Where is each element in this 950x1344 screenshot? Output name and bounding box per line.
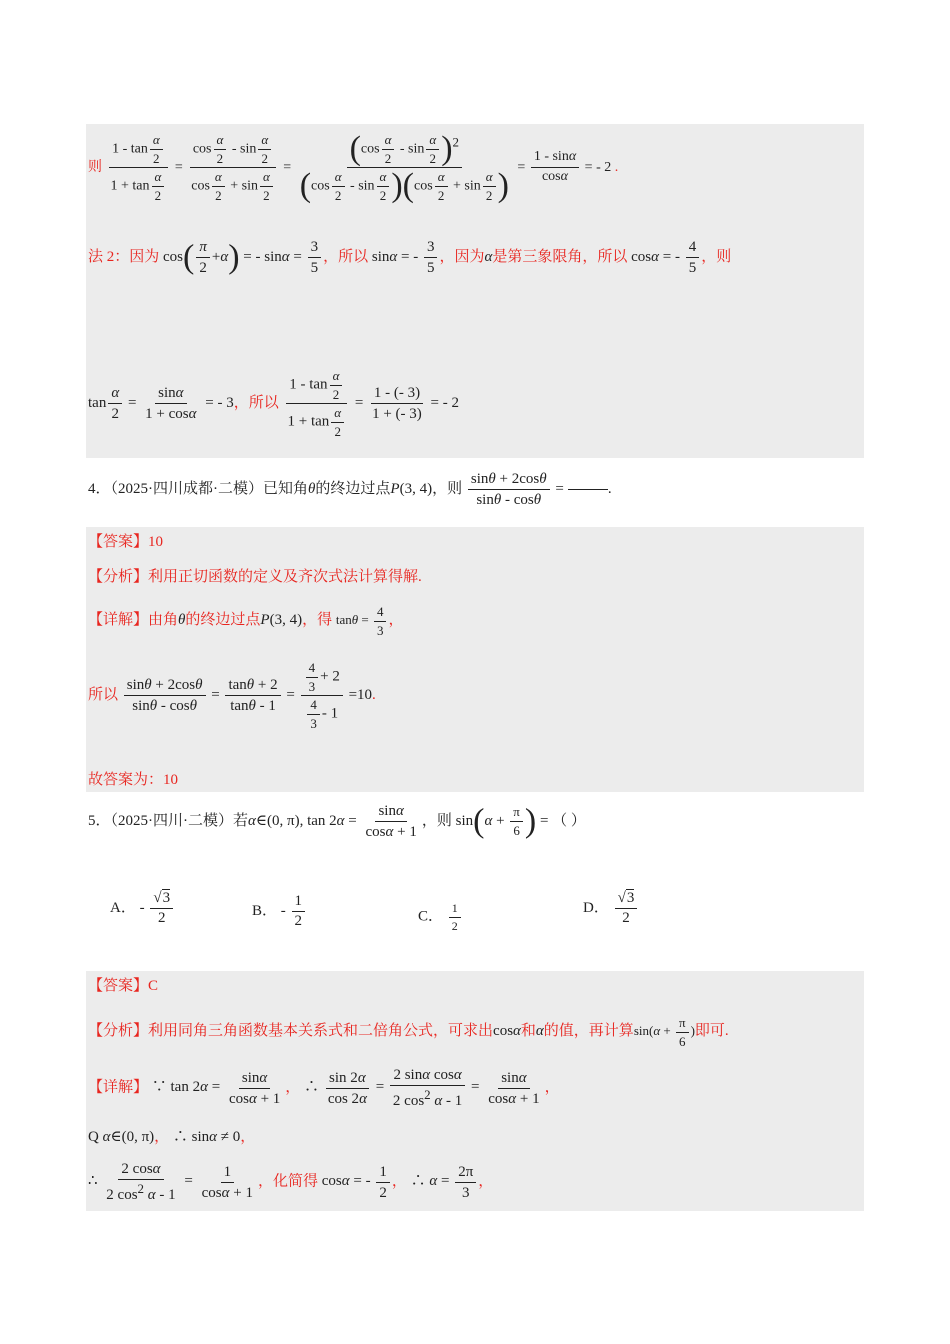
q3-method2-line: 法 2：因为 cos( $\frac{\pi}{2}$ +α) = - sinα = $\frac{3}{5}$ ，所以 sinα = - $\frac{3}{5}$ ，因为α是第三象限角，所以 cosα = - $\frac{4}{5}$ ，则 — [88, 238, 732, 276]
q4-detail: 【详解】由角θ的终边过点P(3, 4)，得 tanθ = $\frac{4}{3}$ ， — [88, 604, 404, 638]
q5-domain: α∈(0, π) — [248, 812, 300, 829]
q3-cos-identity: cos( $\frac{\pi}{2}$ +α) = - sinα = $\frac{3}{5}$ — [163, 249, 323, 265]
q4-tan-value: tanθ = $\frac{4}{3}$ — [336, 612, 389, 627]
q5-analysis: 【分析】利用同角三角函数基本关系式和二倍角公式，可求出cosα和α的值，再计算sin(α + $\frac{\pi}{6}$ )即可. — [88, 1015, 729, 1049]
q3-tan-half: tan $\frac{\alpha}{2}$ = $\frac{\sin\alpha}{1 + \cos\alpha}$ = - 3 — [88, 385, 234, 423]
option-c[interactable]: C． $\frac{1}{2}$ — [418, 901, 463, 934]
q4-answer: 【答案】10 — [88, 534, 164, 550]
q4-final: 故答案为：10 — [88, 772, 179, 788]
q4-expression: $\frac{\sin\theta + 2\cos\theta}{\sin\theta - \cos\theta}$ = — [466, 481, 564, 497]
q4-calc-line: 所以 $\frac{\sin\theta + 2\cos\theta}{\sin\theta - \cos\theta}$ = $\frac{\tan\theta + 2}{\tan\theta - 1}$ = $\frac{4}{3}$ + 2 $\frac{4}{3}$ - 1 =10. — [88, 660, 376, 731]
q4-analysis: 【分析】利用正切函数的定义及齐次式法计算得解. — [88, 569, 422, 585]
q4-answer-blank — [568, 489, 608, 490]
q4-stem: 4．（2025·四川成都·二模）已知角θ的终边过点P(3, 4)，则 $\frac{\sin\theta + 2\cos\theta}{\sin\theta - \cos\theta}$ = . — [88, 471, 612, 508]
q5-stem: 5．（2025·四川·二模）若α∈(0, π), tan 2α = $\frac{\sin\alpha}{\cos\alpha + 1}$ ，则 sin(α + $\frac{\pi}{6}$ ) = （ ） — [88, 802, 586, 840]
q5-condition: tan 2α = $\frac{\sin\alpha}{\cos\alpha + 1}$ — [307, 803, 417, 840]
q3-sin-value: sinα = - $\frac{3}{5}$ — [372, 249, 440, 265]
q3-tan-result: 1 - tan $\frac{\alpha}{2}$ 1 + tan $\frac{\alpha}{2}$ = $\frac{1 - (- 3)}{1 + (- 3)}$ = - 2 — [287, 368, 460, 439]
q4-calculation: $\frac{\sin\theta + 2\cos\theta}{\sin\theta - \cos\theta}$ = $\frac{\tan\theta + 2}{\tan\theta - 1}$ = $\frac{4}{3}$ + 2 $\frac{4}{3}$ - 1 =10 — [122, 687, 372, 703]
option-a[interactable]: A． - $\frac{√3}{2}$ — [110, 890, 175, 927]
q5-detail-2: Q α∈(0, π)， ∴ sinα ≠ 0， — [88, 1129, 256, 1145]
q3-ze-equation: 1 - tan $\frac{\alpha}{2}$ 1 + tan $\frac{\alpha}{2}$ = cos $\frac{\alpha}{2}$ - sin $\frac{\alpha}{2}$ cos $\frac{\alpha}{2}$ + sin $\frac{\alpha}{2}$ = (cos $\frac{\alpha}{2}$ - sin $\frac{\alpha}{2}$ )$^2$ (cos $\frac{\alpha}{2}$ - sin $\frac{\alpha}{2}$ )(cos $\frac{\alpha}{2}$ + sin $\frac{\alpha}{2}$ ) = $\frac{1 - \sin\alpha}{\cos\alpha}$ = - 2 — [110, 130, 615, 205]
q5-answer: 【答案】C — [88, 978, 159, 994]
q3-tan-line: tan $\frac{\alpha}{2}$ = $\frac{\sin\alpha}{1 + \cos\alpha}$ = - 3，所以 1 - tan $\frac{\alpha}{2}$ 1 + tan $\frac{\alpha}{2}$ = $\frac{1 - (- 3)}{1 + (- 3)}$ = - 2 — [88, 368, 460, 439]
q5-detail-3: ∴ $\frac{2 \cos\alpha}{2 \cos^2 \alpha - 1}$ = $\frac{1}{\cos\alpha + 1}$ ，化简得 cosα = - $\frac{1}{2}$ ， ∴ α = $\frac{2\pi}{3}$ ， — [88, 1161, 494, 1203]
q3-cos-value: cosα = - $\frac{4}{5}$ — [631, 249, 701, 265]
option-b[interactable]: B． - $\frac{1}{2}$ — [252, 893, 307, 930]
q3-ze-line: 则 1 - tan $\frac{\alpha}{2}$ 1 + tan $\frac{\alpha}{2}$ = cos $\frac{\alpha}{2}$ - sin $\frac{\alpha}{2}$ cos $\frac{\alpha}{2}$ + sin $\frac{\alpha}{2}$ = (cos $\frac{\alpha}{2}$ - sin $\frac{\alpha}{2}$ )$^2$ (cos $\frac{\alpha}{2}$ - sin $\frac{\alpha}{2}$ )(cos $\frac{\alpha}{2}$ + sin $\frac{\alpha}{2}$ ) = $\frac{1 - \sin\alpha}{\cos\alpha}$ = - 2 . — [88, 130, 619, 205]
q5-target: sin(α + $\frac{\pi}{6}$ ) = — [455, 802, 549, 840]
option-d[interactable]: D． $\frac{√3}{2}$ — [583, 890, 639, 927]
q5-detail-1: 【详解】 ∵ tan 2α = $\frac{\sin\alpha}{\cos\alpha + 1}$ ， ∴ $\frac{\sin 2\alpha}{\cos 2\alpha}$ = $\frac{\text{2 sinα cosα}}{2 \cos^2 \alpha - 1}$ = $\frac{\sin\alpha}{\cos\alpha + 1}$ ， — [88, 1067, 560, 1109]
q4-point: P(3, 4) — [390, 480, 433, 497]
